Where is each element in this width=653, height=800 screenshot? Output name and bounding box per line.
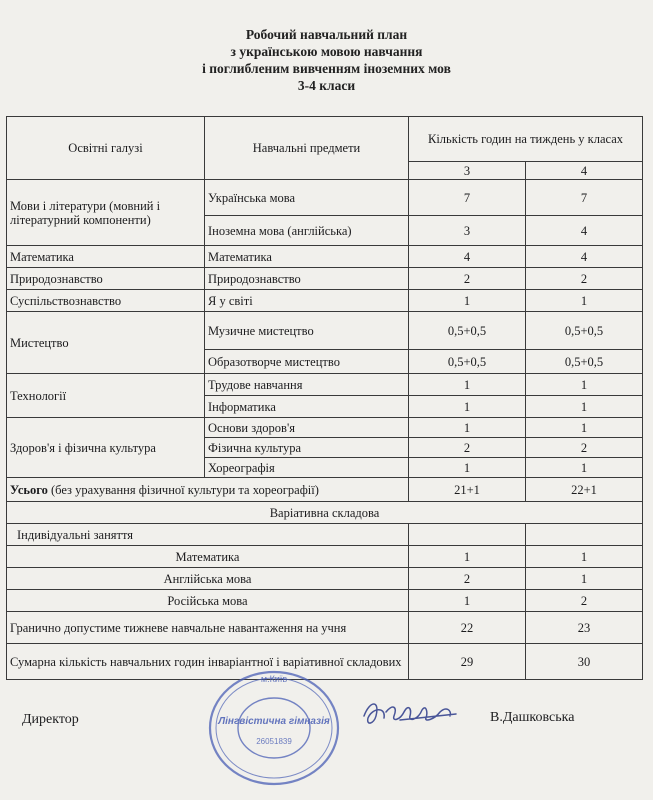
subject-cell: Інформатика (205, 396, 409, 418)
grade3-cell: 0,5+0,5 (409, 350, 526, 374)
total-label-bold: Усього (10, 482, 48, 497)
header-area: Освітні галузі (7, 117, 205, 180)
individual-row (7, 546, 643, 568)
grade3-cell: 22 (409, 612, 526, 644)
area-cell: Здоров'я і фізична культура (7, 418, 205, 478)
table-row (7, 418, 643, 438)
area-cell: Природознавство (7, 268, 205, 290)
variative-heading: Варіативна складова (7, 502, 643, 524)
subject-cell: Фізична культура (205, 438, 409, 458)
grade4-cell: 1 (526, 396, 643, 418)
total-grade4: 22+1 (526, 478, 643, 502)
grade4-cell: 0,5+0,5 (526, 350, 643, 374)
individual-heading-row (7, 524, 643, 546)
area-cell: Мови і літератури (мовний і літературний компоненти) (7, 180, 205, 246)
grade4-cell: 1 (526, 546, 643, 568)
title-line-2: з українською мовою навчання (230, 44, 423, 59)
grade3-cell: 1 (409, 546, 526, 568)
header-grade-3: 3 (409, 162, 526, 180)
max-load-label: Гранично допустиме тижневе навчальне навантаження на учня (7, 612, 409, 644)
table-row (7, 374, 643, 396)
total-row (7, 478, 643, 502)
subject-cell: Природознавство (205, 268, 409, 290)
grade3-cell: 1 (409, 418, 526, 438)
grade3-cell: 1 (409, 374, 526, 396)
grade4-cell: 2 (526, 590, 643, 612)
stamp-ring-text: м.Київ (260, 674, 288, 684)
subject-cell: Математика (205, 246, 409, 268)
area-cell: Математика (7, 246, 205, 268)
title-line-1: Робочий навчальний план (245, 27, 408, 42)
header-subjects: Навчальні предмети (205, 117, 409, 180)
subject-cell: Я у світі (205, 290, 409, 312)
grade4-cell: 2 (526, 438, 643, 458)
individual-row (7, 568, 643, 590)
table-row (7, 312, 643, 350)
grade3-cell: 4 (409, 246, 526, 268)
header-grade-4: 4 (526, 162, 643, 180)
grade4-cell: 1 (526, 418, 643, 438)
grade4-cell: 23 (526, 612, 643, 644)
subject-cell: Хореографія (205, 458, 409, 478)
title-line-4: 3-4 класи (297, 78, 356, 93)
grade3-cell: 2 (409, 268, 526, 290)
area-cell: Суспільствознавство (7, 290, 205, 312)
grade4-cell: 1 (526, 290, 643, 312)
director-signature (360, 694, 480, 734)
total-grade3: 21+1 (409, 478, 526, 502)
grade4-cell: 1 (526, 568, 643, 590)
school-stamp (206, 668, 342, 788)
grade3-cell: 1 (409, 396, 526, 418)
curriculum-table (6, 116, 643, 680)
grade3-cell: 3 (409, 216, 526, 246)
area-cell: Технології (7, 374, 205, 418)
grade4-cell: 2 (526, 268, 643, 290)
header-row (7, 117, 643, 162)
subject-cell: Українська мова (205, 180, 409, 216)
max-load-row (7, 612, 643, 644)
grade3-cell: 0,5+0,5 (409, 312, 526, 350)
subject-cell: Іноземна мова (англійська) (205, 216, 409, 246)
variative-row (7, 502, 643, 524)
subject-cell: Музичне мистецтво (205, 312, 409, 350)
individual-heading: Індивідуальні заняття (7, 524, 409, 546)
grade4-cell: 1 (526, 458, 643, 478)
grade3-cell: 2 (409, 438, 526, 458)
grade3-cell: 1 (409, 458, 526, 478)
grade3-cell: 29 (409, 644, 526, 680)
grade3-cell: 2 (409, 568, 526, 590)
grade4-cell: 4 (526, 216, 643, 246)
total-label-rest: (без урахування фізичної культури та хореографії) (47, 482, 319, 497)
table-row (7, 268, 643, 290)
individual-subject: Російська мова (7, 590, 409, 612)
individual-subject: Математика (7, 546, 409, 568)
table-row (7, 246, 643, 268)
area-cell: Мистецтво (7, 312, 205, 374)
grade3-cell: 7 (409, 180, 526, 216)
sum-hours-label: Сумарна кількість навчальних годин інваріантної і варіативної складових (7, 644, 409, 680)
grade4-cell: 4 (526, 246, 643, 268)
individual-subject: Англійська мова (7, 568, 409, 590)
grade3-cell: 1 (409, 590, 526, 612)
director-label: Директор (22, 712, 79, 727)
individual-row (7, 590, 643, 612)
document-title (0, 26, 653, 94)
grade3-cell: 1 (409, 290, 526, 312)
title-line-3: і поглибленим вивченням іноземних мов (202, 61, 451, 76)
grade4-cell: 1 (526, 374, 643, 396)
total-label (7, 478, 409, 502)
table-row (7, 290, 643, 312)
grade4-cell: 30 (526, 644, 643, 680)
stamp-center-text: Лінгвістична гімназія (218, 716, 330, 727)
table-row (7, 180, 643, 216)
grade4-cell: 7 (526, 180, 643, 216)
subject-cell: Образотворче мистецтво (205, 350, 409, 374)
subject-cell: Трудове навчання (205, 374, 409, 396)
header-hours: Кількість годин на тиждень у класах (409, 117, 643, 162)
empty-cell (409, 524, 526, 546)
empty-cell (526, 524, 643, 546)
stamp-code-text: 26051839 (256, 737, 292, 746)
director-name: В.Дашковська (490, 710, 575, 725)
grade4-cell: 0,5+0,5 (526, 312, 643, 350)
subject-cell: Основи здоров'я (205, 418, 409, 438)
